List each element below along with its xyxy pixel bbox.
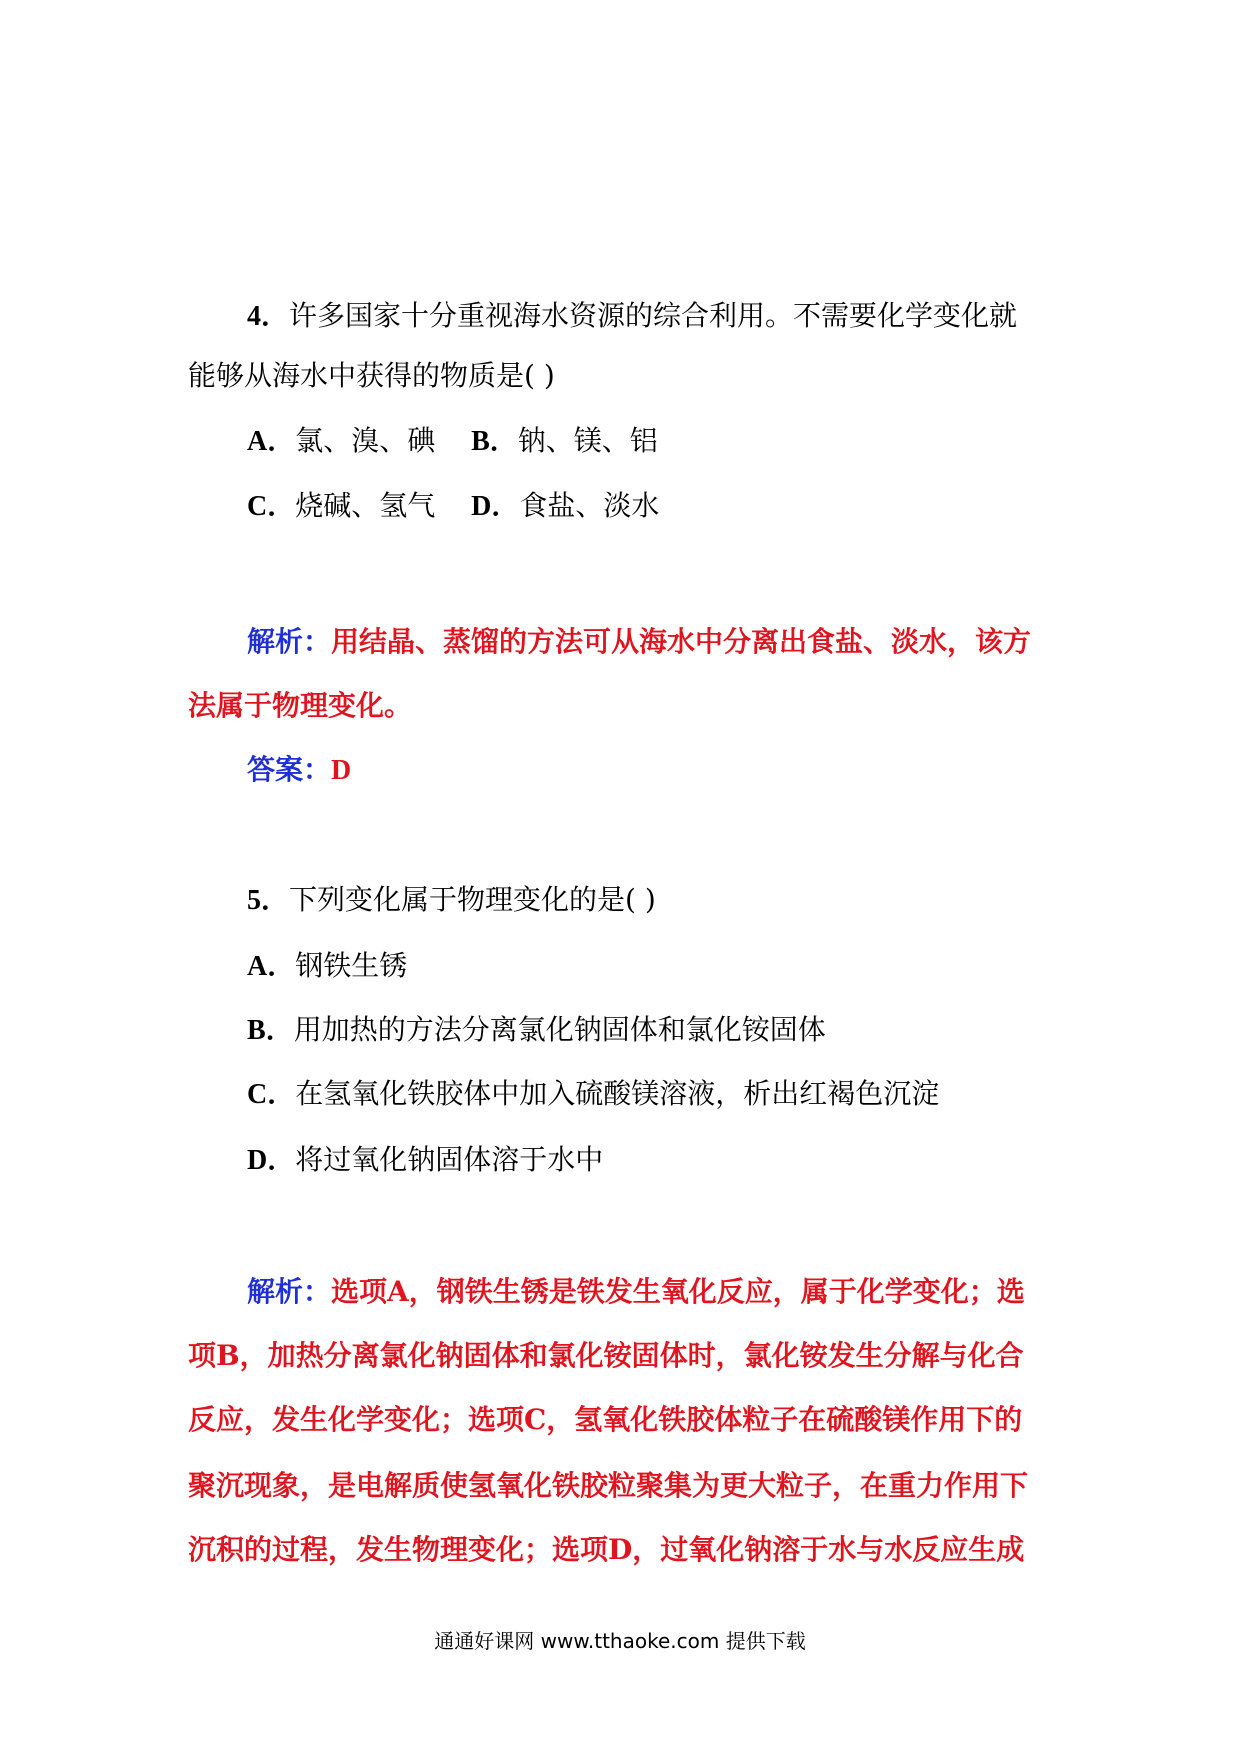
q4-analysis-line1 [247, 622, 1031, 662]
q5-analysis-line2: 项B，加热分离氯化钠固体和氯化铵固体时，氯化铵发生分解与化合 [188, 1339, 1024, 1372]
q5-analysis-line3: 反应，发生化学变化；选项C，氢氧化铁胶体粒子在硫酸镁作用下的 [188, 1403, 1023, 1436]
q4-option-c-letter: C [247, 491, 268, 522]
q5-analysis-line5: 沉积的过程，发生物理变化；选项D，过氧化钠溶于水与水反应生成 [188, 1533, 1025, 1566]
q4-answer [247, 750, 351, 791]
q4-options-row2: C．烧碱、氢气 D．食盐、淡水 [247, 489, 660, 522]
q4-number: 4 [247, 301, 261, 332]
q5-option-c-text: 在氢氧化铁胶体中加入硫酸镁溶液，析出红褐色沉淀 [295, 1077, 940, 1110]
q4-answer-label: 答案： [247, 753, 332, 786]
q4-option-b-letter: B [471, 426, 490, 457]
q5-option-c-letter: C [247, 1079, 268, 1110]
q5-number: 5 [247, 885, 261, 916]
q4-option-a-letter: A [247, 426, 268, 457]
q4-analysis-text-1: 用结晶、蒸馏的方法可从海水中分离出食盐、淡水，该方 [331, 625, 1032, 658]
q5-option-d-letter: D [247, 1145, 268, 1176]
q4-stem-line2: 能够从海水中获得的物质是( ) [188, 359, 555, 392]
q4-answer-value: D [331, 755, 352, 786]
q4-option-b-text: 钠、镁、铝 [517, 424, 658, 457]
q5-stem-text: 下列变化属于物理变化的是( ) [289, 883, 656, 916]
q5-option-b-letter: B [247, 1015, 266, 1046]
q5-option-a-letter: A [247, 951, 268, 982]
page-footer: 通通好课网 www.tthaoke.com 提供下载 [434, 1629, 806, 1653]
q4-option-c-text: 烧碱、氢气 [295, 489, 436, 522]
q5-option-b: B．用加热的方法分离氯化钠固体和氯化铵固体 [247, 1013, 826, 1046]
q5-option-d-text: 将过氧化钠固体溶于水中 [295, 1143, 604, 1176]
q4-option-d-letter: D [471, 491, 492, 522]
q4-option-a-text: 氯、溴、碘 [295, 424, 436, 457]
q4-analysis-line2: 法属于物理变化。 [188, 689, 413, 722]
q5-stem: 5．下列变化属于物理变化的是( ) [247, 883, 656, 916]
q5-option-a: A．钢铁生锈 [247, 949, 408, 982]
q4-stem-text: 许多国家十分重视海水资源的综合利用。不需要化学变化就 [289, 299, 1018, 332]
q5-option-b-text: 用加热的方法分离氯化钠固体和氯化铵固体 [293, 1013, 826, 1046]
q4-option-d-text: 食盐、淡水 [519, 489, 660, 522]
q5-analysis-line4: 聚沉现象，是电解质使氢氧化铁胶粒聚集为更大粒子，在重力作用下 [188, 1469, 1029, 1502]
q5-option-c: C．在氢氧化铁胶体中加入硫酸镁溶液，析出红褐色沉淀 [247, 1077, 940, 1110]
q4-analysis-label: 解析： [247, 625, 332, 658]
q4-stem-line1: 4．许多国家十分重视海水资源的综合利用。不需要化学变化就 [247, 299, 1018, 332]
q5-option-a-text: 钢铁生锈 [295, 949, 408, 982]
q5-analysis-line1 [247, 1272, 1025, 1312]
q5-option-d: D．将过氧化钠固体溶于水中 [247, 1143, 604, 1176]
q5-analysis-label: 解析： [247, 1275, 332, 1308]
q5-analysis-text-1: 选项A，钢铁生锈是铁发生氧化反应，属于化学变化；选 [331, 1275, 1025, 1308]
q4-options-row1: A．氯、溴、碘 B．钠、镁、铝 [247, 424, 658, 457]
